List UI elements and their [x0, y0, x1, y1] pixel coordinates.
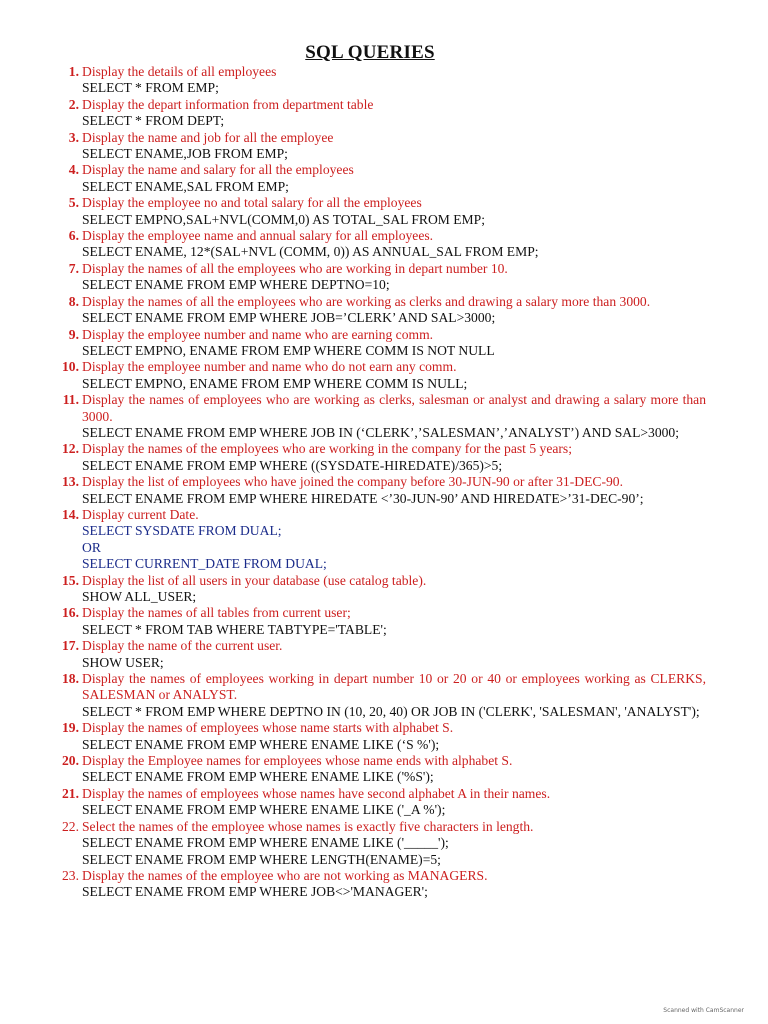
page-title: SQL QUERIES	[305, 42, 435, 63]
list-item	[56, 64, 706, 97]
question-text: Display the name and job for all the employee	[82, 129, 334, 145]
sql-statement: SELECT * FROM EMP WHERE DEPTNO IN (10, 20, 40) OR JOB IN ('CLERK', 'SALESMAN', 'ANALYST');	[82, 703, 700, 719]
item-number: 9.	[68, 326, 79, 342]
item-number: 15.	[62, 572, 79, 588]
sql-statement: OR	[82, 539, 101, 555]
question-text: Display the details of all employees	[82, 64, 277, 79]
list-item	[56, 294, 706, 327]
item-number: 21.	[62, 785, 79, 801]
question-text: Display the names of employees whose names have second alphabet A in their names.	[82, 785, 551, 801]
question-text: Display the employee name and annual salary for all employees.	[82, 228, 434, 244]
question-text: Display the employee number and name who are earning comm.	[82, 326, 434, 342]
item-body	[82, 638, 706, 671]
sql-statement: SELECT ENAME FROM EMP WHERE ENAME LIKE ('_____');	[82, 835, 449, 851]
item-body	[82, 474, 706, 507]
sql-statement: SELECT ENAME FROM EMP WHERE DEPTNO=10;	[82, 277, 390, 293]
item-body	[82, 97, 706, 130]
item-body	[82, 671, 706, 720]
item-body	[82, 327, 706, 360]
item-number: 4.	[68, 162, 79, 178]
item-number: 14.	[62, 506, 79, 522]
list-item	[56, 359, 706, 392]
question-text: Display the Employee names for employees whose name ends with alphabet S.	[82, 753, 513, 769]
item-number: 19.	[62, 720, 79, 736]
item-number: 18.	[62, 671, 79, 687]
list-item	[56, 327, 706, 360]
sql-statement: SELECT CURRENT_DATE FROM DUAL;	[82, 556, 327, 572]
sql-statement: SELECT ENAME,SAL FROM EMP;	[82, 178, 289, 194]
item-number: 8.	[68, 293, 79, 309]
item-body	[82, 753, 706, 786]
sql-statement: SELECT ENAME,JOB FROM EMP;	[82, 146, 288, 162]
item-number: 3.	[68, 129, 79, 145]
item-body	[82, 441, 706, 474]
item-number: 1.	[68, 64, 79, 79]
list-item	[56, 130, 706, 163]
question-text: Display current Date.	[82, 506, 199, 522]
sql-statement: SELECT ENAME FROM EMP WHERE JOB<>'MANAGER';	[82, 884, 428, 900]
question-text: Display the names of the employees who are working in the company for the past 5 years;	[82, 441, 572, 457]
sql-statement: SHOW ALL_USER;	[82, 589, 197, 604]
list-item	[56, 507, 706, 573]
sql-statement: SELECT ENAME FROM EMP WHERE ENAME LIKE ('_A %');	[82, 802, 446, 818]
sql-statement: SELECT ENAME FROM EMP WHERE ((SYSDATE-HIREDATE)/365)>5;	[82, 457, 503, 473]
item-number: 2.	[68, 96, 79, 112]
item-body	[82, 195, 706, 228]
scanner-stamp: Scanned with CamScanner	[663, 1007, 744, 1014]
sql-statement: SELECT EMPNO,SAL+NVL(COMM,0) AS TOTAL_SAL FROM EMP;	[82, 211, 485, 227]
list-item	[56, 753, 706, 786]
item-body	[82, 819, 706, 868]
question-text: Display the names of employees working in depart number 10 or 20 or 40 or employees working as CLERKS, SALESMAN or ANALYST.	[82, 671, 706, 703]
list-item	[56, 720, 706, 753]
question-text: Display the employee no and total salary for all the employees	[82, 195, 422, 211]
item-body	[82, 294, 706, 327]
item-number: 20.	[62, 753, 79, 769]
list-item	[56, 786, 706, 819]
list-item	[56, 97, 706, 130]
item-body	[82, 261, 706, 294]
item-body	[82, 868, 706, 901]
list-item	[56, 605, 706, 638]
item-body	[82, 64, 706, 97]
item-body	[82, 392, 706, 441]
sql-statement: SELECT ENAME FROM EMP WHERE ENAME LIKE (‘S %');	[82, 736, 440, 752]
item-number: 6.	[68, 228, 79, 244]
question-text: Display the list of employees who have joined the company before 30-JUN-90 or after 31-DEC-90.	[82, 474, 623, 490]
list-item	[56, 195, 706, 228]
sql-statement: SELECT EMPNO, ENAME FROM EMP WHERE COMM IS NOT NULL	[82, 342, 495, 358]
question-text: Display the names of employees who are working as clerks, salesman or analyst and drawing a salary more than 3000.	[82, 392, 706, 424]
list-item	[56, 392, 706, 441]
list-item	[56, 819, 706, 868]
item-body	[82, 507, 706, 573]
item-number: 13.	[62, 474, 79, 490]
sql-statement: SELECT * FROM DEPT;	[82, 113, 225, 129]
list-item	[56, 261, 706, 294]
item-number: 16.	[62, 605, 79, 621]
item-body	[82, 720, 706, 753]
item-number: 5.	[68, 195, 79, 211]
item-body	[82, 130, 706, 163]
item-number: 17.	[62, 638, 79, 654]
list-item	[56, 573, 706, 606]
question-text: Display the name of the current user.	[82, 638, 283, 654]
item-body	[82, 162, 706, 195]
list-item	[56, 162, 706, 195]
question-text: Display the name and salary for all the employees	[82, 162, 354, 178]
sql-statement: SELECT ENAME FROM EMP WHERE LENGTH(ENAME)=5;	[82, 851, 441, 867]
item-body	[82, 786, 706, 819]
item-number: 7.	[68, 260, 79, 276]
list-item	[56, 441, 706, 474]
sql-statement: SHOW USER;	[82, 654, 164, 670]
question-text: Display the depart information from department table	[82, 96, 374, 112]
sql-statement: SELECT * FROM TAB WHERE TABTYPE='TABLE';	[82, 621, 387, 637]
item-body	[82, 573, 706, 606]
item-body	[82, 605, 706, 638]
sql-statement: SELECT SYSDATE FROM DUAL;	[82, 523, 282, 539]
sql-statement: SELECT ENAME FROM EMP WHERE ENAME LIKE ('%S');	[82, 769, 434, 785]
question-text: Display the names of the employee who are not working as MANAGERS.	[82, 867, 488, 883]
item-body	[82, 228, 706, 261]
sql-statement: SELECT ENAME FROM EMP WHERE HIREDATE <’30-JUN-90’ AND HIREDATE>’31-DEC-90’;	[82, 490, 644, 506]
sql-statement: SELECT * FROM EMP;	[82, 80, 219, 96]
list-item	[56, 474, 706, 507]
question-text: Display the list of all users in your database (use catalog table).	[82, 572, 427, 588]
sql-statement: SELECT EMPNO, ENAME FROM EMP WHERE COMM IS NULL;	[82, 375, 468, 391]
question-text: Display the names of all the employees who are working as clerks and drawing a salary more than 3000.	[82, 293, 651, 309]
item-number: 12.	[62, 441, 79, 457]
item-number: 10.	[62, 359, 79, 375]
list-item	[56, 228, 706, 261]
sql-statement: SELECT ENAME FROM EMP WHERE JOB=’CLERK’ AND SAL>3000;	[82, 310, 496, 326]
item-number: 23.	[62, 867, 79, 883]
sql-statement: SELECT ENAME, 12*(SAL+NVL (COMM, 0)) AS ANNUAL_SAL FROM EMP;	[82, 244, 539, 260]
question-text: Display the names of all tables from current user;	[82, 605, 351, 621]
query-list	[56, 64, 706, 901]
question-text: Display the names of all the employees who are working in depart number 10.	[82, 260, 508, 276]
question-text: Display the names of employees whose name starts with alphabet S.	[82, 720, 454, 736]
list-item	[56, 868, 706, 901]
question-text: Select the names of the employee whose names is exactly five characters in length.	[82, 818, 534, 834]
sql-statement: SELECT ENAME FROM EMP WHERE JOB IN (‘CLERK’,’SALESMAN’,’ANALYST’) AND SAL>3000;	[82, 424, 680, 440]
list-item	[56, 671, 706, 720]
list-item	[56, 638, 706, 671]
item-number: 22.	[62, 818, 79, 834]
question-text: Display the employee number and name who do not earn any comm.	[82, 359, 457, 375]
item-number: 11.	[62, 392, 79, 408]
item-body	[82, 359, 706, 392]
